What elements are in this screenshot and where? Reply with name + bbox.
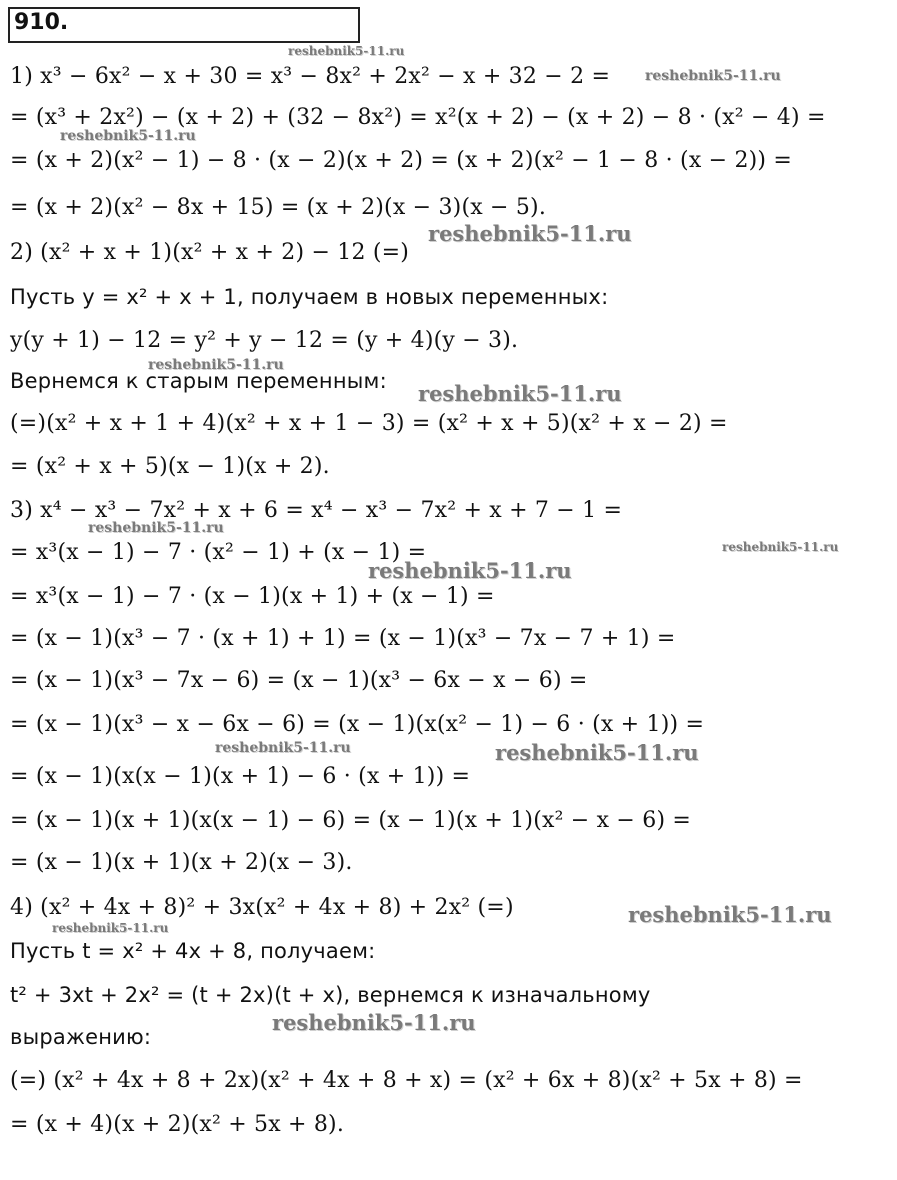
solution-line-4-5: (=) (x² + 4x + 8 + 2x)(x² + 4x + 8 + x) = (x² + 6x + 8)(x² + 5x + 8) = xyxy=(10,1068,803,1093)
solution-line-3-5: = (x − 1)(x³ − 7x − 6) = (x − 1)(x³ − 6x − x − 6) = xyxy=(10,668,588,693)
solution-line-2-1: 2) (x² + x + 1)(x² + x + 2) − 12 (=) xyxy=(10,240,410,265)
watermark: reshebnik5-11.ru xyxy=(88,520,224,536)
solution-line-2-4: Вернемся к старым переменным: xyxy=(10,369,387,393)
solution-line-1-2: = (x³ + 2x²) − (x + 2) + (32 − 8x²) = x²(x + 2) − (x + 2) − 8 · (x² − 4) = xyxy=(10,105,826,130)
solution-line-1-4: = (x + 2)(x² − 8x + 15) = (x + 2)(x − 3)(x − 5). xyxy=(10,195,547,220)
solution-line-3-9: = (x − 1)(x + 1)(x + 2)(x − 3). xyxy=(10,850,353,875)
solution-line-3-2: = x³(x − 1) − 7 · (x² − 1) + (x − 1) = xyxy=(10,540,427,565)
solution-line-4-3: t² + 3xt + 2x² = (t + 2x)(t + x), вернемся к изначальному xyxy=(10,983,651,1007)
watermark: reshebnik5-11.ru xyxy=(495,740,699,765)
solution-line-4-2: Пусть t = x² + 4x + 8, получаем: xyxy=(10,939,376,963)
watermark: reshebnik5-11.ru xyxy=(645,68,781,84)
watermark: reshebnik5-11.ru xyxy=(368,558,572,583)
watermark: reshebnik5-11.ru xyxy=(148,357,284,373)
solution-line-3-4: = (x − 1)(x³ − 7 · (x + 1) + 1) = (x − 1)(x³ − 7x − 7 + 1) = xyxy=(10,626,676,651)
solution-line-3-1: 3) x⁴ − x³ − 7x² + x + 6 = x⁴ − x³ − 7x² + x + 7 − 1 = xyxy=(10,498,623,523)
watermark: reshebnik5-11.ru xyxy=(52,921,169,935)
watermark: reshebnik5-11.ru xyxy=(272,1010,476,1035)
problem-number: 910. xyxy=(14,10,69,35)
solution-line-3-7: = (x − 1)(x(x − 1)(x + 1) − 6 · (x + 1)) = xyxy=(10,764,471,789)
watermark: reshebnik5-11.ru xyxy=(628,902,832,927)
solution-line-2-3: y(y + 1) − 12 = y² + y − 12 = (y + 4)(y − 3). xyxy=(10,328,519,353)
solution-line-4-6: = (x + 4)(x + 2)(x² + 5x + 8). xyxy=(10,1112,345,1137)
solution-line-3-6: = (x − 1)(x³ − x − 6x − 6) = (x − 1)(x(x² − 1) − 6 · (x + 1)) = xyxy=(10,712,705,737)
solution-line-4-1: 4) (x² + 4x + 8)² + 3x(x² + 4x + 8) + 2x² (=) xyxy=(10,895,514,920)
solution-line-3-8: = (x − 1)(x + 1)(x(x − 1) − 6) = (x − 1)(x + 1)(x² − x − 6) = xyxy=(10,808,692,833)
solution-line-4-4: выражению: xyxy=(10,1025,152,1049)
watermark: reshebnik5-11.ru xyxy=(428,221,632,246)
solution-line-2-2: Пусть y = x² + x + 1, получаем в новых переменных: xyxy=(10,285,609,309)
solution-line-2-5: (=)(x² + x + 1 + 4)(x² + x + 1 − 3) = (x² + x + 5)(x² + x − 2) = xyxy=(10,411,728,436)
watermark: reshebnik5-11.ru xyxy=(418,381,622,406)
watermark: reshebnik5-11.ru xyxy=(288,44,405,58)
watermark: reshebnik5-11.ru xyxy=(722,540,839,554)
solution-line-1-1: 1) x³ − 6x² − x + 30 = x³ − 8x² + 2x² − x + 32 − 2 = xyxy=(10,64,611,89)
watermark: reshebnik5-11.ru xyxy=(215,740,351,756)
watermark: reshebnik5-11.ru xyxy=(60,128,196,144)
solution-line-2-6: = (x² + x + 5)(x − 1)(x + 2). xyxy=(10,454,330,479)
solution-line-1-3: = (x + 2)(x² − 1) − 8 · (x − 2)(x + 2) = (x + 2)(x² − 1 − 8 · (x − 2)) = xyxy=(10,148,793,173)
solution-line-3-3: = x³(x − 1) − 7 · (x − 1)(x + 1) + (x − 1) = xyxy=(10,584,495,609)
